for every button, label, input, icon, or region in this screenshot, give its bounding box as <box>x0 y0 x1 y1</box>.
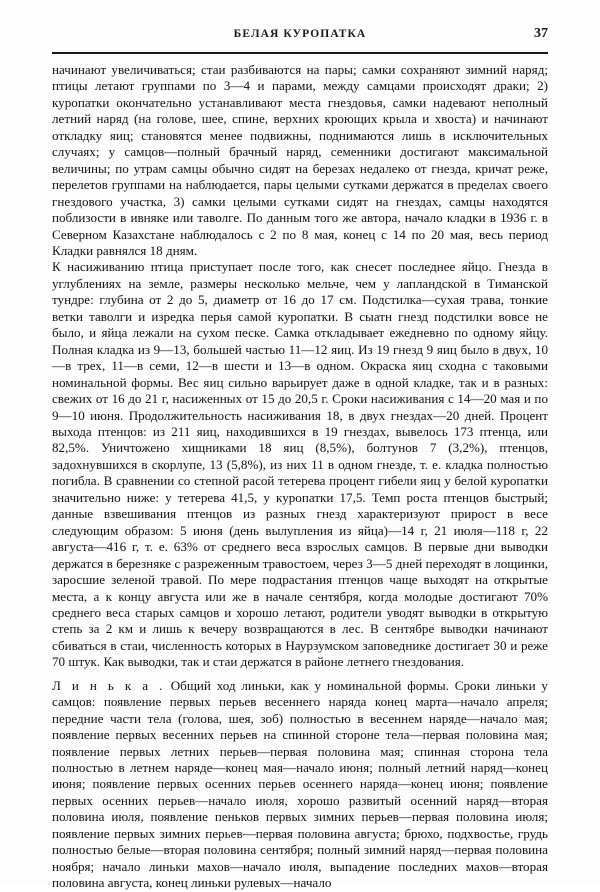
section-lead-word: Л и н ь к а . <box>52 677 165 693</box>
paragraph-2: К насиживанию птица приступает после того, как снесет последнее яйцо. Гнезда в углублениях на земле, размеры несколько мельче, чем у лапландской в Тиманской тундре: глубина от 2 до 5, диаметр от 16 до 17 см. Подстилка—сухая трава, тонкие ветки таволги и изредка перья самой куропатки. В сыатн гнезд подстилки вовсе не было, и яйца лежали на сухом песке. Самка откладывает ежедневно по одному яйцу. Полная кладка из 9—13, большей частью 11—12 яиц. Из 19 гнезд 9 яиц было в двух, 10—в трех, 11—в семи, 12—в шести и 13—в одном. Окраска яиц сходна с таковыми номинальной формы. Вес яиц сильно варьирует даже в одной кладке, так и в разных: свежих от 16 до 21 г, насиженных от 15 до 20,5 г. Сроки насиживания с 14—20 мая и по 9—10 июня. Продолжительность насиживания 18, в двух гнездах—20 дней. Процент выхода птенцов: из 211 яиц, находившихся в 19 гнездах, вывелось 173 птенца, или 82,5%. Уничтожено хищниками 18 яиц (8,5%), болтунов 7 (3,2%), птенцов, задохнувшихся в скорлупе, 13 (5,8%), из них 11 в одном гнезде, т. е. кладка полностью погибла. В сравнении со степной расой тетерева процент гибели яиц у белой куропатки значительно ниже: у тетерева 41,5, у куропатки 17,5. Темп роста птенцов быстрый; данные взвешивания птенцов из разных гнезд характеризуют прирост в весе следующим образом: 5 июня (день вылупления из яйца)—14 г, 21 июля—118 г, 22 августа—416 г, т. е. 63% от среднего веса взрослых самцов. В первые дни выводки держатся в березняке с разреженным травостоем, через 3—5 дней переходят в лощинки, заросшие зеленой травой. По мере подрастания птенцов чаще выходят на открытые места, а к концу августа или же в начале сентября, когда молодые достигают 70% среднего веса старых самцов и хорошо летают, родители уводят выводки в открытую степь за 2 км и лишь к вечеру возвращаются в лес. В сентябре выводки начинают сбиваться в стаи, численность которых в Наурзумском заповеднике достигает 30 и реже 70 штук. Как выводки, так и стаи держатся в районе летнего гнездования. <box>52 259 548 670</box>
paragraph-1: начинают увеличиваться; стаи разбиваются на пары; самки сохраняют зимний наряд; птицы летают группами по 3—4 и парами, между самцами происходят драки; 2) куропатки окончательно устанавливают места гнездовья, самки надевают неполный летний наряд (на голове, шее, спине, верхних кроющих крыла и хвоста) и начинают откладку яиц; становятся менее подвижны, поднимаются лишь в исключительных случаях; у самцов—полный брачный наряд, семенники достигают максимальной величины; по утрам самцы обычно сидят на березах недалеко от гнезда, кричат реже, перелетов группами на наблюдается, пары целыми сутками держатся в пределах своего гнездового участка, 3) самки целыми сутками сидят на гнездах, самцы находятся поблизости в ивняке или таволге. По данным того же автора, начало кладки в 1936 г. в Северном Казахстане наблюдалось с 2 по 8 мая, конец с 14 по 20 мая, весь период Кладки равнялся 18 дням. <box>52 62 548 258</box>
running-title: БЕЛАЯ КУРОПАТКА <box>233 28 367 40</box>
page-number: 37 <box>534 26 548 41</box>
page-header <box>52 28 548 50</box>
section-gap <box>52 671 548 678</box>
paragraph-3-text: Общий ход линьки, как у номинальной формы. Сроки линьки у самцов: появление первых перьев весеннего наряда конец марта—начало апреля; передние части тела (голова, шея, зоб) полностью в весеннем наряде—начало мая; появление первых весенних перьев на спинной стороне тела—первая половина мая; появление первых летних перьев—первая половина мая; спинная сторона тела полностью в летнем наряде—конец мая—начало июня; полный летний наряд—конец июня; появление первых осенних перьев осеннего наряда—конец июня; появление первых осенних перьев—начало июля, хорошо развитый осенний наряд—вторая половина июля, появление пеньков первых зимних перьев—первая половина июля; появление первых зимних перьев—первая половина августа; брюхо, подхвостье, грудь полностью белые—вторая половина сентября; полный зимний наряд—первая половина ноября; начало линьки махов—начало июля, выпадение последних махов—вторая половина августа, конец линьки рулевых—начало <box>52 677 548 891</box>
paragraph-3 <box>52 678 548 892</box>
body-text <box>52 62 548 892</box>
header-rule <box>52 52 548 54</box>
